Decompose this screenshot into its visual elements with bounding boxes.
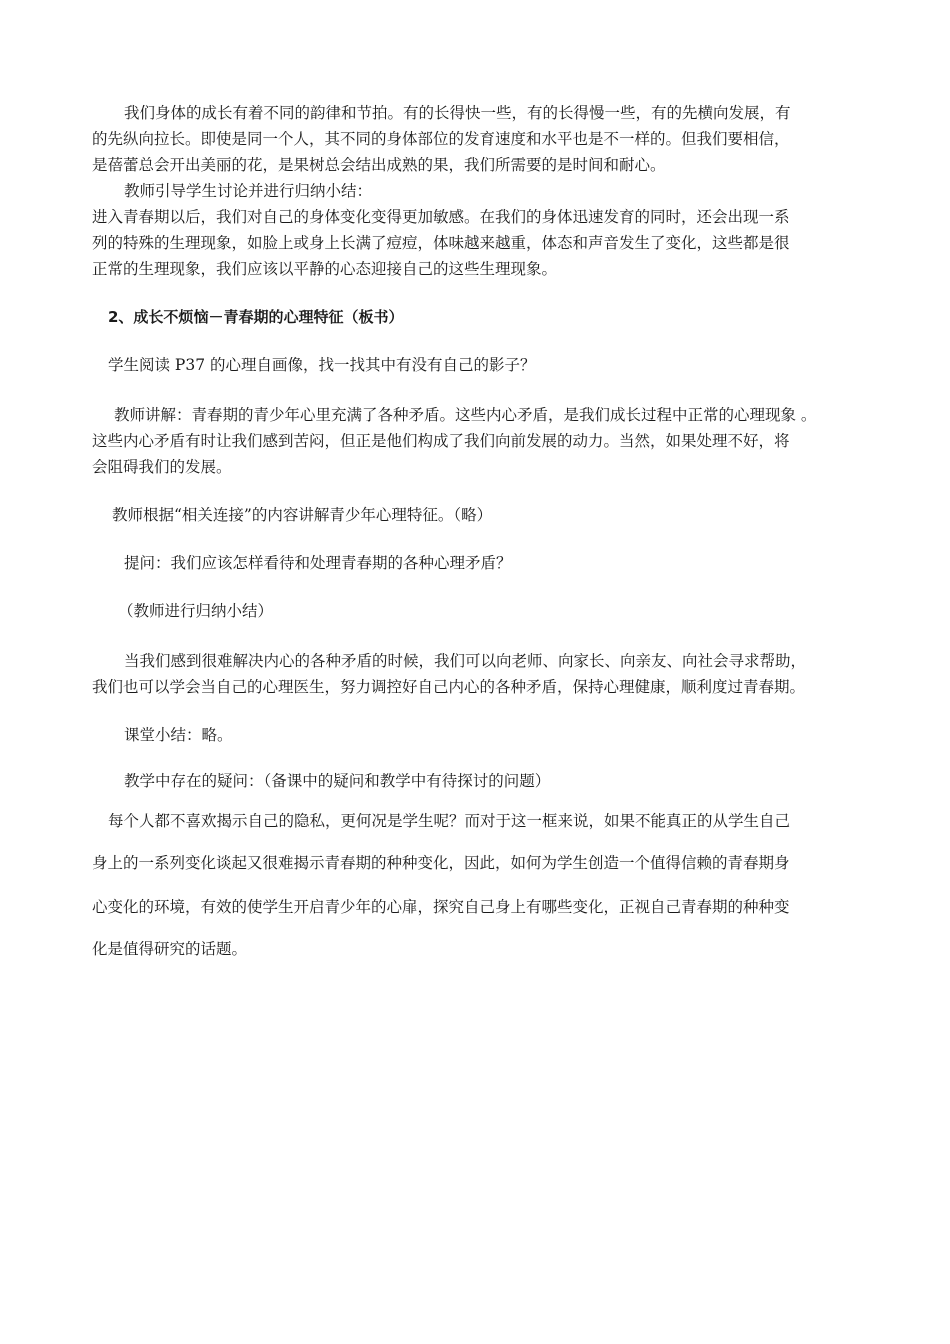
paragraph-reflection-line-4: 化是值得研究的话题。 (92, 940, 248, 958)
paragraph-body-growth-line-3: 是蓓蕾总会开出美丽的花，是果树总会结出成熟的果，我们所需要的是时间和耐心。 (92, 156, 666, 174)
paragraph-reflection-line-3: 心变化的环境，有效的使学生开启青少年的心扉，探究自己身上有哪些变化，正视自己青春期的种种变 (92, 898, 790, 916)
paragraph-body-growth-line-1: 我们身体的成长有着不同的韵律和节拍。有的长得快一些，有的长得慢一些，有的先横向发展，有 (124, 104, 791, 122)
paragraph-reflection-line-1: 每个人都不喜欢揭示自己的隐私，更何况是学生呢？而对于这一框来说，如果不能真正的从学生自己 (108, 812, 791, 830)
paragraph-teacher-summary-note: （教师进行归纳小结） (118, 602, 274, 620)
paragraph-teaching-doubts: 教学中存在的疑问：（备课中的疑问和教学中有待探讨的问题） (124, 772, 551, 790)
paragraph-help-line-2: 我们也可以学会当自己的心理医生，努力调控好自己内心的各种矛盾，保持心理健康，顺利度过青春期。 (92, 678, 806, 696)
paragraph-teacher-guide: 教师引导学生讨论并进行归纳小结： (124, 182, 373, 200)
paragraph-teacher-explain-line-2: 这些内心矛盾有时让我们感到苦闷，但正是他们构成了我们向前发展的动力。当然，如果处理不好，将 (92, 432, 790, 450)
paragraph-puberty-line-1: 进入青春期以后，我们对自己的身体变化变得更加敏感。在我们的身体迅速发育的同时，还会出现一系 (92, 208, 790, 226)
paragraph-teacher-explain-line-3: 会阻碍我们的发展。 (92, 458, 232, 476)
paragraph-body-growth-line-2: 的先纵向拉长。即使是同一个人，其不同的身体部位的发育速度和水平也是不一样的。但我们要相信， (92, 130, 790, 148)
paragraph-question: 提问：我们应该怎样看待和处理青春期的各种心理矛盾？ (124, 554, 512, 572)
paragraph-help-line-1: 当我们感到很难解决内心的各种矛盾的时候，我们可以向老师、向家长、向亲友、向社会寻求帮助， (124, 652, 807, 670)
paragraph-student-reading: 学生阅读 P37 的心理自画像，找一找其中有没有自己的影子？ (108, 356, 536, 374)
section-heading-2: 2、成长不烦恼－青春期的心理特征（板书） (108, 308, 404, 326)
paragraph-puberty-line-2: 列的特殊的生理现象，如脸上或身上长满了痘痘，体味越来越重，体态和声音发生了变化，这些都是很 (92, 234, 790, 252)
paragraph-reflection-line-2: 身上的一系列变化谈起又很难揭示青春期的种种变化，因此，如何为学生创造一个值得信赖的青春期身 (92, 854, 790, 872)
paragraph-class-summary: 课堂小结：略。 (124, 726, 233, 744)
paragraph-puberty-line-3: 正常的生理现象，我们应该以平静的心态迎接自己的这些生理现象。 (92, 260, 558, 278)
paragraph-teacher-explain-line-1: 教师讲解：青春期的青少年心里充满了各种矛盾。这些内心矛盾，是我们成长过程中正常的心理现象 。 (114, 406, 817, 424)
paragraph-related-link: 教师根据“相关连接”的内容讲解青少年心理特征。（略） (112, 506, 493, 524)
